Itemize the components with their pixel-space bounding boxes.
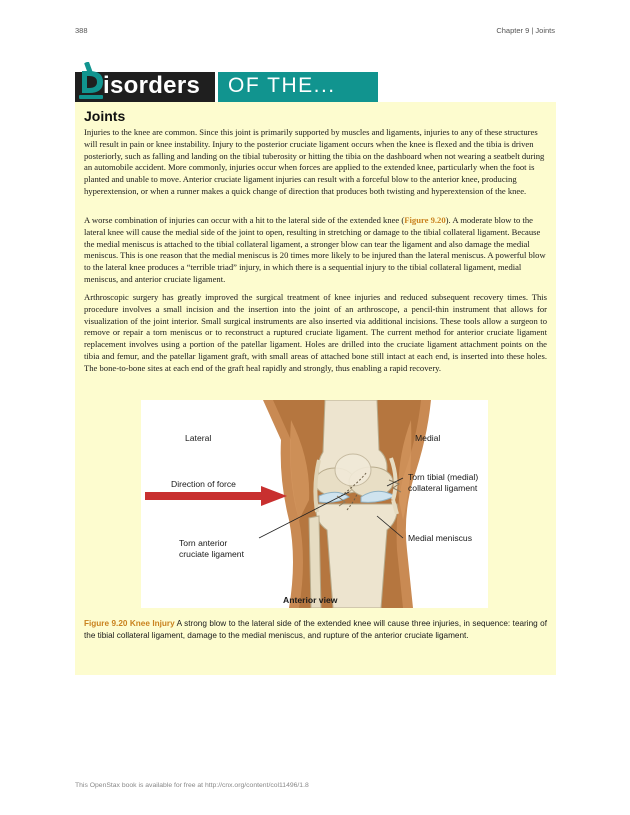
label-medial-meniscus: Medial meniscus xyxy=(408,533,472,543)
feature-box xyxy=(75,102,556,675)
banner-word-disorders: isorders xyxy=(103,72,201,99)
caption-text: A strong blow to the lateral side of the extended knee will cause three injuries, in sequence: tearing of the tibial collateral ligament, damage to the medial meniscus, and rupture of the anterior cruciate ligament. xyxy=(84,619,547,640)
feature-banner xyxy=(75,70,378,102)
banner-word-of-the: OF THE... xyxy=(228,74,336,97)
knee-injury-figure xyxy=(141,400,488,608)
label-lateral: Lateral xyxy=(185,433,212,443)
caption-label: Figure 9.20 Knee Injury xyxy=(84,619,175,628)
paragraph-2-end: ). A moderate blow to the lateral knee will cause the medial side of the joint to open, resulting in stretching or damage to the tibial collateral ligament. Because the medial meniscus is attached to the tibial collateral ligament, a stronger blow can tear the ligament and also damage the medial meniscus. This is one reason that the medial meniscus is 20 times more likely to be injured than the lateral meniscus. A powerful blow to the lateral knee produces a “terrible triad” injury, in which there is a sequential injury to the tibial collateral ligament, medial meniscus, and anterior cruciate ligament. xyxy=(84,215,546,284)
paragraph-2 xyxy=(84,215,547,286)
running-head: Chapter 9 | Joints xyxy=(496,26,555,35)
knee-illustration xyxy=(141,400,488,608)
label-torn-anterior-cruciate: Torn anterior cruciate ligament xyxy=(179,538,244,559)
paragraph-2-start: A worse combination of injuries can occur with a hit to the lateral side of the extended knee ( xyxy=(84,215,405,225)
page-number: 388 xyxy=(75,26,88,35)
label-torn-tibial-collateral: Torn tibial (medial) collateral ligament xyxy=(408,472,479,493)
figure-link[interactable]: Figure 9.20 xyxy=(404,215,446,225)
label-direction-of-force: Direction of force xyxy=(171,479,236,489)
figure-caption xyxy=(84,618,547,641)
paragraph-1: Injuries to the knee are common. Since this joint is primarily supported by muscles and ligaments, injuries to any of these structures will result in pain or knee instability. Injury to the posterior cruciate ligament occurs when the knee is flexed and the tibia is driven posteriorly, such as falling and landing on the tibial tuberosity or hitting the tibia on the dashboard when not wearing a seatbelt during an automobile accident. More commonly, injuries occur when forces are applied to the extended knee, particularly when the foot is planted and unable to move. Anterior cruciate ligament injuries can result with a forceful blow to the anterior knee, producing hyperextension, or when a runner makes a quick change of direction that produces both twisting and hyperextension of the knee. xyxy=(84,127,545,196)
force-arrow-shaft xyxy=(145,492,263,500)
feature-title: Joints xyxy=(84,108,126,124)
label-anterior-view: Anterior view xyxy=(283,595,338,605)
paragraph-3: Arthroscopic surgery has greatly improved the surgical treatment of knee injuries and reduced subsequent recovery times. This procedure involves a small incision and the insertion into the joint of an arthroscope, a pencil-thin instrument that allows for visualization of the joint interior. Small surgical instruments are also inserted via additional incisions. These tools allow a surgeon to remove or repair a torn meniscus or to reconstruct a ruptured cruciate ligament. The current method for anterior cruciate ligament replacement involves using a portion of the patellar ligament. Holes are drilled into the cruciate ligament attachment points on the tibia and femur, and the patellar ligament graft, with small areas of attached bone still intact at each end, is inserted into these holes. The bone-to-bone sites at each end of the graft heal rapidly and strongly, thus enabling a rapid recovery. xyxy=(84,292,547,373)
label-medial: Medial xyxy=(415,433,441,443)
microscope-d-icon xyxy=(78,62,104,104)
footer-note: This OpenStax book is available for free at http://cnx.org/content/col11496/1.8 xyxy=(75,782,309,789)
